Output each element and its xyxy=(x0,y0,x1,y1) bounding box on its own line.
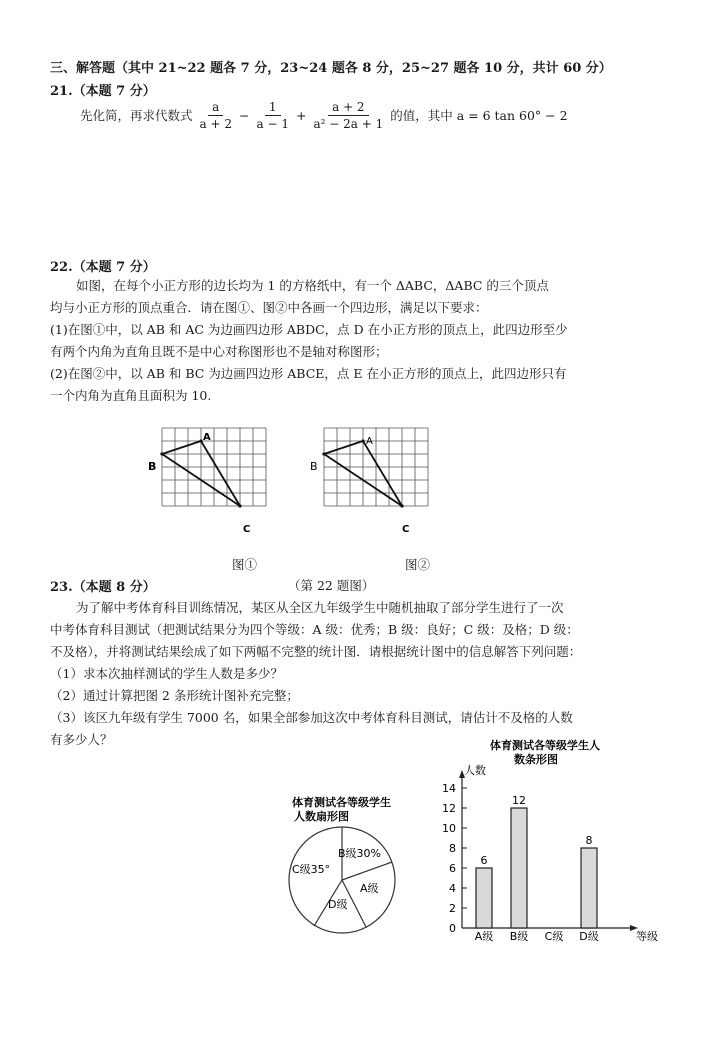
q21-expression xyxy=(80,100,568,131)
bar-data-label: 6 xyxy=(480,854,488,867)
bar-data-label: 12 xyxy=(512,794,526,807)
fraction-2-num: 1 xyxy=(265,100,281,116)
triangle-vertex xyxy=(322,452,325,455)
q23-line-3: （1）求本次抽样测试的学生人数是多少？ xyxy=(50,666,283,681)
pie-title-line2: 人数扇形图 xyxy=(294,810,349,823)
y-tick-label: 2 xyxy=(449,902,456,915)
q22-line-4: (2)在图②中，以 AB 和 BC 为边画四边形 ABCE，点 E 在小正方形的顶点上，此四边形只有 xyxy=(50,366,567,381)
fraction-3-den: a² − 2a + 1 xyxy=(313,117,384,131)
y-tick-label: 8 xyxy=(449,842,456,855)
triangle-vertex xyxy=(160,452,163,455)
y-tick-label: 6 xyxy=(449,862,456,875)
fraction-1-den: a + 2 xyxy=(199,117,232,131)
pie-label-a: A级 xyxy=(360,882,379,895)
fig1-label-a: A xyxy=(203,432,211,443)
pie-chart xyxy=(280,790,410,950)
x-tick-label: C级 xyxy=(544,930,564,943)
bar-title-line2: 数条形图 xyxy=(514,753,558,766)
q22-line-0: 如图，在每个小正方形的边长均为 1 的方格纸中，有一个 ΔABC，ΔABC 的三个顶点 xyxy=(76,278,549,293)
bar xyxy=(511,808,527,928)
q23-line-6: 有多少人？ xyxy=(50,732,113,747)
fraction-2 xyxy=(252,100,292,131)
fraction-3-num: a + 2 xyxy=(328,100,368,116)
bar xyxy=(581,848,597,928)
fraction-1 xyxy=(196,100,236,131)
pie-title-line1: 体育测试各等级学生 xyxy=(292,796,391,809)
y-tick-label: 4 xyxy=(449,882,456,895)
q21-prefix: 先化简，再求代数式 xyxy=(80,108,193,123)
x-tick-label: D级 xyxy=(579,930,599,943)
q23-line-0: 为了解中考体育科目训练情况，某区从全区九年级学生中随机抽取了部分学生进行了一次 xyxy=(76,600,564,615)
section-header: 三、解答题（其中 21~22 题各 7 分，23~24 题各 8 分，25~27 题各 10 分，共计 60 分） xyxy=(50,61,612,76)
fig1-label-b: B xyxy=(148,460,157,473)
bar-title-line1: 体育测试各等级学生人 xyxy=(490,739,600,752)
fraction-2-den: a − 1 xyxy=(256,117,289,131)
q22-line-3: 有两个内角为直角且既不是中心对称图形也不是轴对称图形； xyxy=(50,344,388,359)
x-tick-label: B级 xyxy=(509,930,529,943)
bar xyxy=(476,868,492,928)
pie-label-d: D级 xyxy=(328,898,348,911)
q22-line-2: (1)在图①中，以 AB 和 AC 为边画四边形 ABDC，点 D 在小正方形的顶点上，此四边形至少 xyxy=(50,322,568,337)
triangle-vertex xyxy=(238,504,241,507)
q22-figure-caption: （第 22 题图） xyxy=(288,578,375,593)
minus-sign: − xyxy=(239,108,250,123)
y-tick-label: 10 xyxy=(442,822,456,835)
grid-figure-1 xyxy=(160,428,266,508)
fig2-label-c: C xyxy=(402,524,410,535)
triangle-vertex xyxy=(361,439,364,442)
grid-figure-2 xyxy=(322,428,428,508)
bar-plot xyxy=(442,763,658,943)
plus-sign: + xyxy=(295,108,307,123)
y-tick-label: 14 xyxy=(442,782,456,795)
bar-chart xyxy=(420,735,658,950)
q23-line-2: 不及格），并将测试结果绘成了如下两幅不完整的统计图．请根据统计图中的信息解答下列问题： xyxy=(50,644,582,659)
q23-line-4: （2）通过计算把图 2 条形统计图补充完整； xyxy=(50,688,299,703)
y-tick-label: 0 xyxy=(449,922,456,935)
y-tick-label: 12 xyxy=(442,802,456,815)
q23-line-1: 中考体育科目测试（把测试结果分为四个等级：A 级：优秀；B 级：良好；C 级：及格；D 级： xyxy=(50,622,579,637)
pie-label-c: C级35° xyxy=(292,863,331,876)
q21-heading: 21.（本题 7 分） xyxy=(50,84,156,99)
q21-suffix: 的值，其中 a = 6 tan 60° − 2 xyxy=(390,108,568,123)
triangle-vertex xyxy=(400,504,403,507)
q23-heading: 23.（本题 8 分） xyxy=(50,580,156,595)
x-tick-label: A级 xyxy=(474,930,494,943)
fig2-label-b: B xyxy=(310,460,318,473)
fig1-label-c: C xyxy=(243,524,251,535)
fig1-caption: 图① xyxy=(232,557,258,572)
fig2-caption: 图② xyxy=(405,557,431,572)
x-axis-label: 等级 xyxy=(636,930,658,943)
q23-line-5: （3）该区九年级有学生 7000 名，如果全部参加这次中考体育科目测试，请估计不及格的人数 xyxy=(50,710,573,725)
pie-label-b: B级30% xyxy=(338,847,381,860)
q22-figures xyxy=(140,422,520,552)
q22-line-1: 均与小正方形的顶点重合．请在图①、图②中各画一个四边形，满足以下要求： xyxy=(50,300,488,315)
bar-data-label: 8 xyxy=(585,834,593,847)
pie-divider-b-a xyxy=(342,862,392,880)
fraction-1-num: a xyxy=(208,100,223,116)
q22-heading: 22.（本题 7 分） xyxy=(50,260,156,275)
y-axis-label: 人数 xyxy=(464,764,486,777)
fig2-label-a: A xyxy=(366,436,373,447)
fraction-3 xyxy=(309,100,387,131)
q22-line-5: 一个内角为直角且面积为 10. xyxy=(50,388,212,403)
